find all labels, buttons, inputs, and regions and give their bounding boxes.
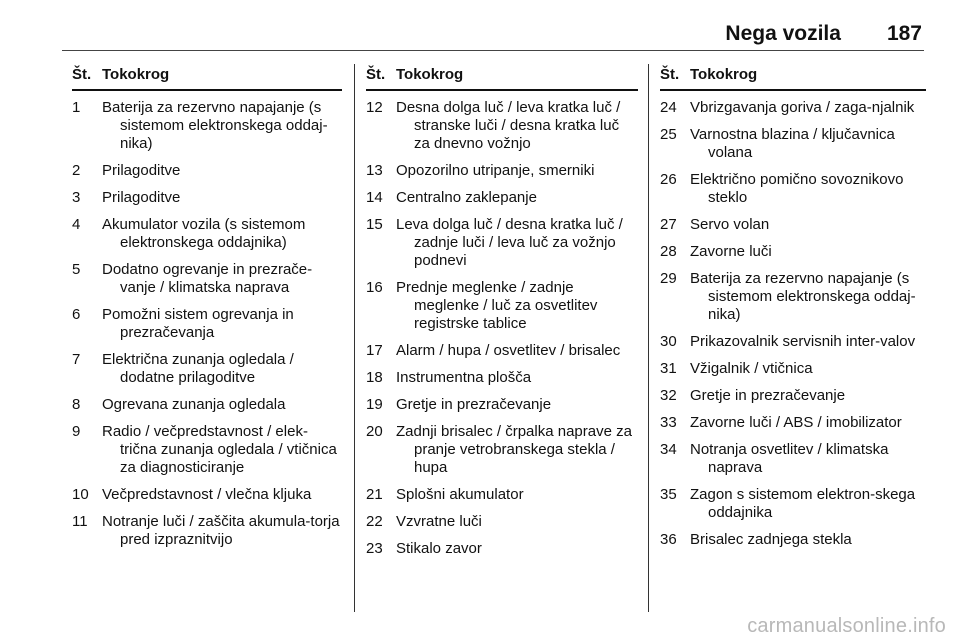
fuse-row [366,216,638,270]
column-header [660,66,926,91]
fuse-number: 6 [72,306,81,323]
fuse-number: 22 [366,513,383,530]
fuse-row [366,513,638,531]
fuse-rows [366,99,638,558]
fuse-number: 14 [366,189,383,206]
fuse-number: 35 [660,486,677,503]
fuse-number: 21 [366,486,383,503]
fuse-row [72,261,342,297]
header-circuit-label: Tokokrog [102,66,170,83]
circuit-description: Notranja osvetlitev / klimatska naprava [690,441,889,476]
column-header [366,66,638,91]
fuse-row [366,279,638,333]
fuse-row [660,387,926,405]
fuse-row [660,270,926,324]
circuit-description: Centralno zaklepanje [396,189,537,206]
header-circuit-label: Tokokrog [396,66,464,83]
circuit-description: Zadnji brisalec / črpalka naprave za pranje vetrobranskega stekla / hupa [396,423,632,476]
fuse-number: 8 [72,396,81,413]
circuit-description: Prikazovalnik servisnih inter-valov [690,333,916,350]
circuit-description: Splošni akumulator [396,486,524,503]
fuse-row [366,162,638,180]
circuit-description: Ogrevana zunanja ogledala [102,396,286,413]
fuse-number: 12 [366,99,383,116]
fuse-number: 18 [366,369,383,386]
circuit-description: Varnostna blazina / ključavnica volana [690,126,895,161]
fuse-row [660,99,926,117]
fuse-number: 32 [660,387,677,404]
fuse-number: 13 [366,162,383,179]
circuit-description: Baterija za rezervno napajanje (s sistemom elektronskega oddaj-nika) [690,270,916,323]
circuit-description: Dodatno ogrevanje in prezrače-vanje / klimatska naprava [102,261,313,296]
fuse-number: 23 [366,540,383,557]
watermark: carmanualsonline.info [747,615,946,637]
header-number-label: Št. [660,66,680,83]
circuit-description: Večpredstavnost / vlečna kljuka [102,486,312,503]
page-number: 187 [886,22,922,45]
fuse-row [72,513,342,549]
fuse-number: 34 [660,441,677,458]
circuit-description: Vžigalnik / vtičnica [690,360,813,377]
header-rule [62,50,924,51]
fuse-number: 11 [72,513,88,530]
fuse-number: 4 [72,216,81,233]
circuit-description: Zavorne luči / ABS / imobilizator [690,414,902,431]
fuse-number: 20 [366,423,383,440]
circuit-description: Servo volan [690,216,770,233]
fuse-rows [72,99,342,549]
fuse-row [660,216,926,234]
fuse-row [660,531,926,549]
fuse-number: 28 [660,243,677,260]
fuse-row [660,414,926,432]
fuse-number: 10 [72,486,89,503]
fuse-row [72,351,342,387]
fuse-row [72,306,342,342]
circuit-description: Prilagoditve [102,162,181,179]
fuse-number: 9 [72,423,81,440]
circuit-description: Alarm / hupa / osvetlitev / brisalec [396,342,621,359]
fuse-row [366,423,638,477]
fuse-row [72,216,342,252]
fuse-number: 7 [72,351,81,368]
fuse-number: 2 [72,162,81,179]
fuse-column-2 [366,66,638,567]
column-divider [354,64,355,612]
fuse-number: 29 [660,270,677,287]
fuse-row [660,441,926,477]
circuit-description: Instrumentna plošča [396,369,532,386]
fuse-row [660,243,926,261]
fuse-row [72,99,342,153]
fuse-number: 15 [366,216,383,233]
circuit-description: Desna dolga luč / leva kratka luč / stranske luči / desna kratka luč za dnevno vožnjo [396,99,621,152]
circuit-description: Vbrizgavanja goriva / zaga-njalnik [690,99,915,116]
fuse-row [72,486,342,504]
fuse-number: 16 [366,279,383,296]
fuse-row [660,486,926,522]
page-header [725,22,922,46]
fuse-row [366,396,638,414]
fuse-number: 31 [660,360,677,377]
fuse-number: 1 [72,99,81,116]
fuse-row [366,342,638,360]
fuse-row [660,171,926,207]
header-number-label: Št. [366,66,386,83]
circuit-description: Opozorilno utripanje, smerniki [396,162,595,179]
circuit-description: Prilagoditve [102,189,181,206]
fuse-column-3 [660,66,926,558]
fuse-row [72,189,342,207]
fuse-number: 17 [366,342,383,359]
fuse-number: 3 [72,189,81,206]
fuse-number: 30 [660,333,677,350]
circuit-description: Stikalo zavor [396,540,482,557]
circuit-description: Radio / večpredstavnost / elek-trična zunanja ogledala / vtičnica za diagnosticiranje [102,423,337,476]
fuse-number: 5 [72,261,81,278]
circuit-description: Prednje meglenke / zadnje meglenke / luč za osvetlitev registrske tablice [396,279,598,332]
fuse-row [366,369,638,387]
fuse-row [366,99,638,153]
fuse-row [366,189,638,207]
circuit-description: Brisalec zadnjega stekla [690,531,852,548]
fuse-number: 24 [660,99,677,116]
fuse-column-1 [72,66,342,558]
circuit-description: Baterija za rezervno napajanje (s sistemom elektronskega oddaj-nika) [102,99,328,152]
fuse-row [366,486,638,504]
column-header [72,66,342,91]
circuit-description: Električno pomično sovoznikovo steklo [690,171,904,206]
circuit-description: Notranje luči / zaščita akumula-torja pred izpraznitvijo [102,513,340,548]
fuse-row [660,360,926,378]
fuse-number: 19 [366,396,383,413]
fuse-row [72,396,342,414]
circuit-description: Pomožni sistem ogrevanja in prezračevanja [102,306,294,341]
circuit-description: Gretje in prezračevanje [690,387,846,404]
circuit-description: Gretje in prezračevanje [396,396,552,413]
fuse-rows [660,99,926,549]
section-title: Nega vozila [725,22,841,45]
fuse-number: 27 [660,216,677,233]
circuit-description: Električna zunanja ogledala / dodatne prilagoditve [102,351,294,386]
fuse-number: 36 [660,531,677,548]
fuse-row [660,126,926,162]
circuit-description: Zagon s sistemom elektron-skega oddajnika [690,486,916,521]
fuse-row [72,423,342,477]
circuit-description: Vzvratne luči [396,513,482,530]
fuse-number: 33 [660,414,677,431]
column-divider [648,64,649,612]
header-circuit-label: Tokokrog [690,66,758,83]
header-number-label: Št. [72,66,92,83]
circuit-description: Zavorne luči [690,243,772,260]
fuse-number: 25 [660,126,677,143]
circuit-description: Akumulator vozila (s sistemom elektronskega oddajnika) [102,216,306,251]
fuse-number: 26 [660,171,677,188]
circuit-description: Leva dolga luč / desna kratka luč / zadnje luči / leva luč za vožnjo podnevi [396,216,623,269]
fuse-row [366,540,638,558]
fuse-row [72,162,342,180]
fuse-row [660,333,926,351]
